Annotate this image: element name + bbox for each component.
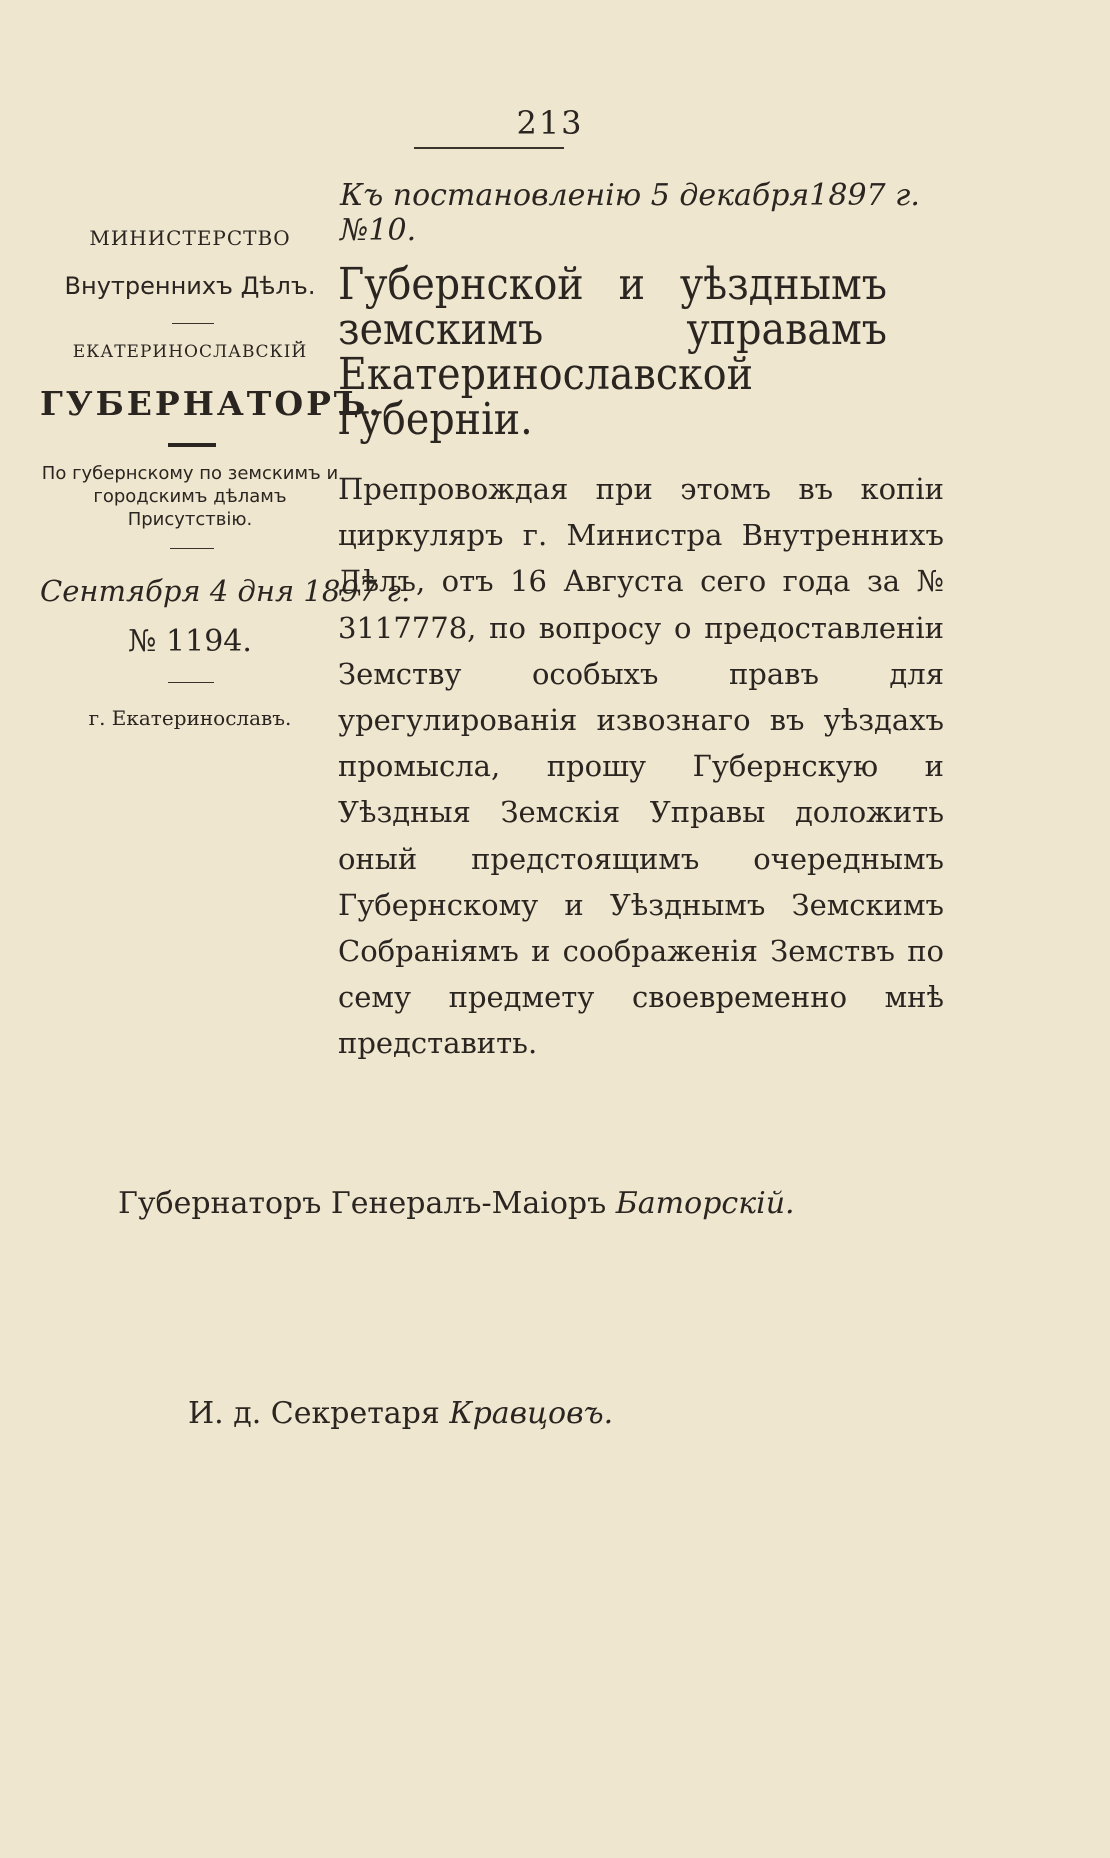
document-date: Сентября 4 дня 1897 г.: [40, 574, 411, 608]
divider: [172, 323, 214, 324]
page-number: 213: [516, 104, 584, 142]
secretary-position: И. д. Секретаря: [188, 1396, 440, 1431]
city-name: г. Екатеринославъ.: [88, 706, 292, 730]
secretary-signature: [188, 1396, 613, 1431]
page-number-rule: [414, 147, 564, 149]
governor-title: ГУБЕРНАТОРЪ.: [40, 384, 383, 423]
letter-body: Препровождая при этомъ въ копіи циркуляръ г. Министра Внутреннихъ Дѣлъ, отъ 16 Августа сего года за № 3117778, по вопросу о предоставленіи Земству особыхъ правъ для урегулированія извознаго въ уѣздахъ промысла, прошу Губернскую и Уѣздныя Земскія Управы доложить оный предстоящимъ очереднымъ Губернскому и Уѣзднымъ Земскимъ Собраніямъ и соображенія Земствъ по сему предмету своевременно мнѣ представить.: [338, 472, 944, 1061]
ministry-heading: МИНИСТЕРСТВО: [89, 226, 291, 250]
signature-position: Губернаторъ Генералъ-Маіоръ: [118, 1186, 607, 1221]
signature-name: Баторскій.: [615, 1186, 795, 1221]
divider: [168, 682, 214, 683]
resolution-reference: Къ постановленію 5 декабря1897 г. №10.: [340, 178, 920, 248]
divider: [170, 548, 214, 549]
addressee-heading: Губернской и уѣзднымъ земскимъ управамъ Екатеринославской губерніи.: [338, 259, 887, 445]
governorate-name: ЕКАТЕРИНОСЛАВСКІЙ: [72, 342, 308, 362]
ministry-department: Внутреннихъ Дѣлъ.: [64, 272, 316, 300]
document-number: № 1194.: [128, 624, 252, 659]
secretary-name: Кравцовъ.: [449, 1396, 614, 1431]
governor-signature: [118, 1186, 795, 1221]
presence-heading: По губернскому по земскимъ и городскимъ дѣламъ Присутствію.: [41, 463, 339, 530]
divider: [168, 443, 216, 447]
